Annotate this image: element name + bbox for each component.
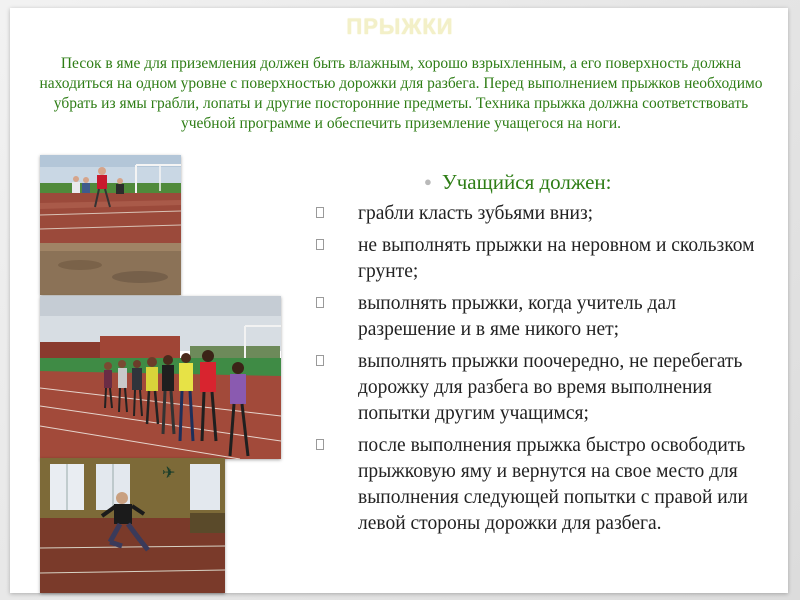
square-bullet-icon: [316, 293, 325, 308]
photo-indoor-jump: [40, 458, 225, 593]
slide-title: ПРЫЖКИ: [346, 14, 454, 39]
rule-item: [316, 201, 776, 227]
square-bullet-icon: [316, 235, 325, 250]
round-bullet-icon: ●: [424, 174, 432, 189]
svg-text:✈: ✈: [162, 463, 176, 482]
rule-item: [316, 349, 776, 427]
square-bullet-icon: [316, 351, 325, 366]
square-bullet-icon: [316, 203, 325, 218]
rule-item: [316, 233, 776, 285]
rule-item: [316, 291, 776, 343]
square-bullet-icon: [316, 435, 325, 450]
lead-line: [424, 170, 612, 195]
rule-text: грабли класть зубьями вниз;: [358, 203, 594, 224]
photo-long-jump-pit: [40, 155, 181, 295]
rule-text: выполнять прыжки поочередно, не перебегать дорожку для разбега во время выполнения попытки другим учащимся;: [358, 351, 743, 424]
photo-students-on-track: [40, 296, 281, 459]
intro-paragraph: Песок в яме для приземления должен быть влажным, хорошо взрыхленным, а его поверхность должна находиться на одном уровне с поверхностью дорожки для разбега. Перед выполнением прыжков необходимо убрать из ямы грабли, лопаты и другие посторонние предметы. Техника прыжка должна соответствовать учебной программе и обеспечить приземление учащегося на ноги.: [39, 55, 763, 132]
rule-item: [316, 433, 776, 537]
rule-text: выполнять прыжки, когда учитель дал разрешение и в яме никого нет;: [358, 293, 676, 340]
rule-text: не выполнять прыжки на неровном и скользком грунте;: [358, 235, 755, 282]
rule-text: после выполнения прыжка быстро освободить прыжковую яму и вернутся на свое место для выполнения следующей попытки с правой или левой стороны дорожки для разбега.: [358, 435, 748, 534]
lead-text: Учащийся должен:: [441, 170, 612, 194]
rules-list: [316, 201, 776, 543]
